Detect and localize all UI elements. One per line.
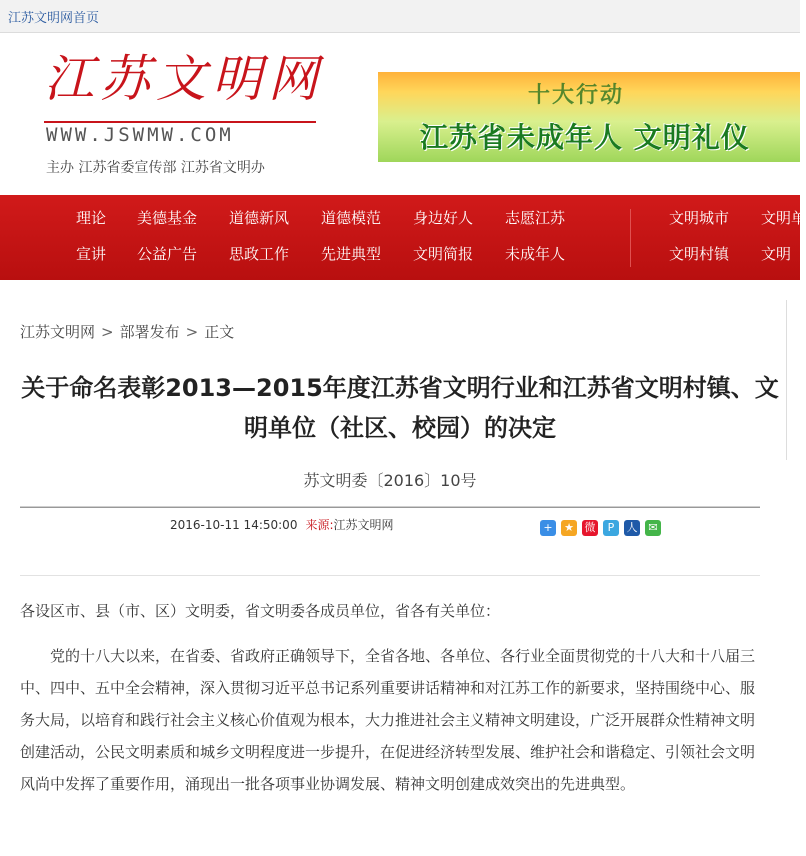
source-name: 江苏文明网	[333, 518, 394, 532]
publish-datetime: 2016-10-11 14:50:00	[170, 518, 298, 532]
share-toolbar	[540, 520, 666, 538]
tencent-weibo-icon[interactable]: P	[603, 520, 619, 536]
wechat-icon[interactable]: ✉	[645, 520, 661, 536]
banner-subtitle: 十大行动	[528, 83, 625, 108]
breadcrumb	[20, 321, 234, 342]
header-banner[interactable]	[378, 72, 800, 162]
qzone-icon[interactable]: ★	[561, 520, 577, 536]
breadcrumb-separator: >	[101, 323, 114, 341]
nav-item-civilized-unit[interactable]: 文明单	[761, 209, 806, 227]
main-nav	[0, 195, 806, 280]
breadcrumb-section[interactable]: 部署发布	[119, 323, 180, 341]
site-logo[interactable]: 江苏文明网	[44, 50, 324, 108]
nav-item-good-people[interactable]: 身边好人	[413, 209, 474, 227]
breadcrumb-separator: >	[185, 323, 199, 341]
banner-title: 江苏省未成年人 文明礼仪	[420, 121, 750, 154]
nav-divider	[630, 209, 631, 267]
nav-item-civilized-city[interactable]: 文明城市	[669, 209, 730, 227]
top-bar	[0, 0, 800, 33]
nav-item-civilized-more[interactable]: 文明	[761, 245, 792, 263]
salutation: 各设区市、县（市、区）文明委，省文明委各成员单位，省各有关单位：	[20, 602, 501, 620]
nav-item-volunteer[interactable]: 志愿江苏	[505, 209, 566, 227]
sponsor-text: 主办 江苏省委宣传部 江苏省文明办	[46, 160, 265, 176]
nav-item-moral-customs[interactable]: 道德新风	[229, 209, 290, 227]
nav-item-virtue-fund[interactable]: 美德基金	[137, 209, 198, 227]
logo-divider	[44, 121, 316, 123]
breadcrumb-home[interactable]: 江苏文明网	[20, 323, 96, 341]
meta-divider	[20, 575, 760, 576]
home-link[interactable]: 江苏文明网首页	[8, 11, 100, 26]
weibo-icon[interactable]: 微	[582, 520, 598, 536]
nav-item-ideology[interactable]: 思政工作	[229, 245, 290, 263]
renren-icon[interactable]: 人	[624, 520, 640, 536]
nav-item-moral-models[interactable]: 道德模范	[321, 209, 382, 227]
nav-item-civilized-village[interactable]: 文明村镇	[669, 245, 730, 263]
nav-item-lecture[interactable]: 宣讲	[76, 245, 107, 263]
breadcrumb-current: 正文	[204, 323, 235, 341]
nav-item-theory[interactable]: 理论	[76, 209, 107, 227]
nav-item-exemplars[interactable]: 先进典型	[321, 245, 382, 263]
article-title: 关于命名表彰2013—2015年度江苏省文明行业和江苏省文明村镇、文明单位（社区、校园）的决定	[21, 374, 779, 442]
article-paragraph: 党的十八大以来，在省委、省政府正确领导下，全省各地、各单位、各行业全面贯彻党的十八大和十八届三中、四中、五中全会精神，深入贯彻习近平总书记系列重要讲话精神和对江苏工作的新要求，坚持围绕中心、服务大局，以培育和践行社会主义核心价值观为根本，大力推进社会主义精神文明建设，广泛开展群众性精神文明创建活动，公民文明素质和城乡文明程度进一步提升，在促进经济转型发展、维护社会和谐稳定、引领社会文明风尚中发挥了重要作用，涌现出一批各项事业协调发展、精神文明创建成效突出的先进典型。	[20, 647, 756, 793]
nav-item-bulletin[interactable]: 文明简报	[413, 245, 474, 263]
title-divider-shadow	[20, 507, 760, 508]
document-number: 苏文明委〔2016〕10号	[303, 471, 477, 490]
share-more-icon[interactable]: +	[540, 520, 556, 536]
nav-item-minors[interactable]: 未成年人	[505, 245, 566, 263]
site-url: WWW.JSWMW.COM	[46, 124, 234, 146]
source-label: 来源:	[305, 518, 334, 532]
article-meta	[170, 516, 394, 533]
nav-item-public-ads[interactable]: 公益广告	[137, 245, 198, 263]
article-container	[0, 292, 800, 856]
